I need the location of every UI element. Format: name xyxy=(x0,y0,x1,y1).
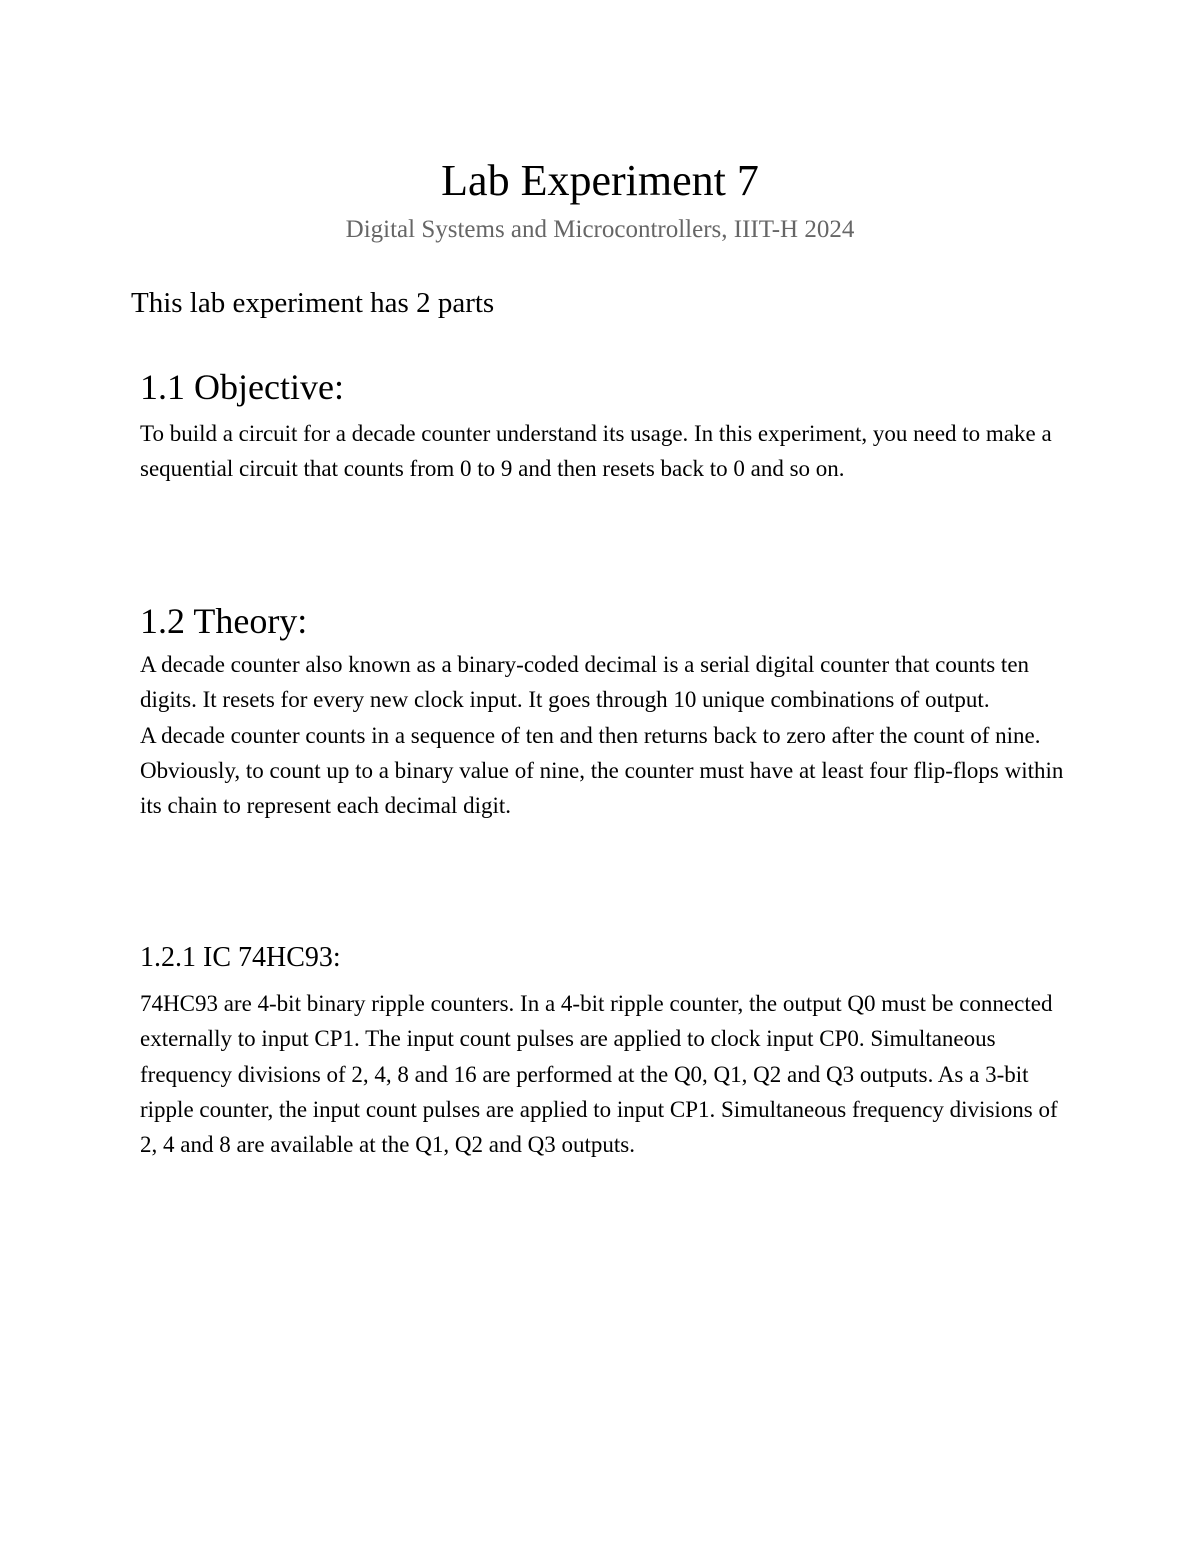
paragraph: A decade counter counts in a sequence of ten and then returns back to zero after the count of nine. Obviously, to count up to a binary value of nine, the counter must have at least four flip-flops within its chain to represent each decimal digit. xyxy=(140,722,1064,819)
section-heading-ic-74hc93: 1.2.1 IC 74HC93: xyxy=(140,942,341,973)
section-body-theory xyxy=(140,647,1075,823)
document-subtitle: Digital Systems and Microcontrollers, IIIT-H 2024 xyxy=(345,216,855,243)
paragraph: 74HC93 are 4-bit binary ripple counters. In a 4-bit ripple counter, the output Q0 must be connected externally to input CP1. The input count pulses are applied to clock input CP0. Simultaneous frequency divisions of 2, 4, 8 and 16 are performed at the Q0, Q1, Q2 and Q3 outputs. As a 3-bit ripple counter, the input count pulses are applied to input CP1. Simultaneous frequency divisions of 2, 4 and 8 are available at the Q1, Q2 and Q3 outputs. xyxy=(140,991,1058,1158)
section-heading-theory: 1.2 Theory: xyxy=(140,601,308,641)
section-body-objective xyxy=(140,416,1075,487)
document-title: Lab Experiment 7 xyxy=(441,156,759,205)
paragraph: To build a circuit for a decade counter understand its usage. In this experiment, you need to make a sequential circuit that counts from 0 to 9 and then resets back to 0 and so on. xyxy=(140,421,1052,482)
intro-text: This lab experiment has 2 parts xyxy=(131,287,495,319)
section-body-ic-74hc93 xyxy=(140,986,1075,1162)
paragraph: A decade counter also known as a binary-coded decimal is a serial digital counter that counts ten digits. It resets for every new clock input. It goes through 10 unique combinations of output. xyxy=(140,652,1030,713)
section-heading-objective: 1.1 Objective: xyxy=(140,367,344,407)
